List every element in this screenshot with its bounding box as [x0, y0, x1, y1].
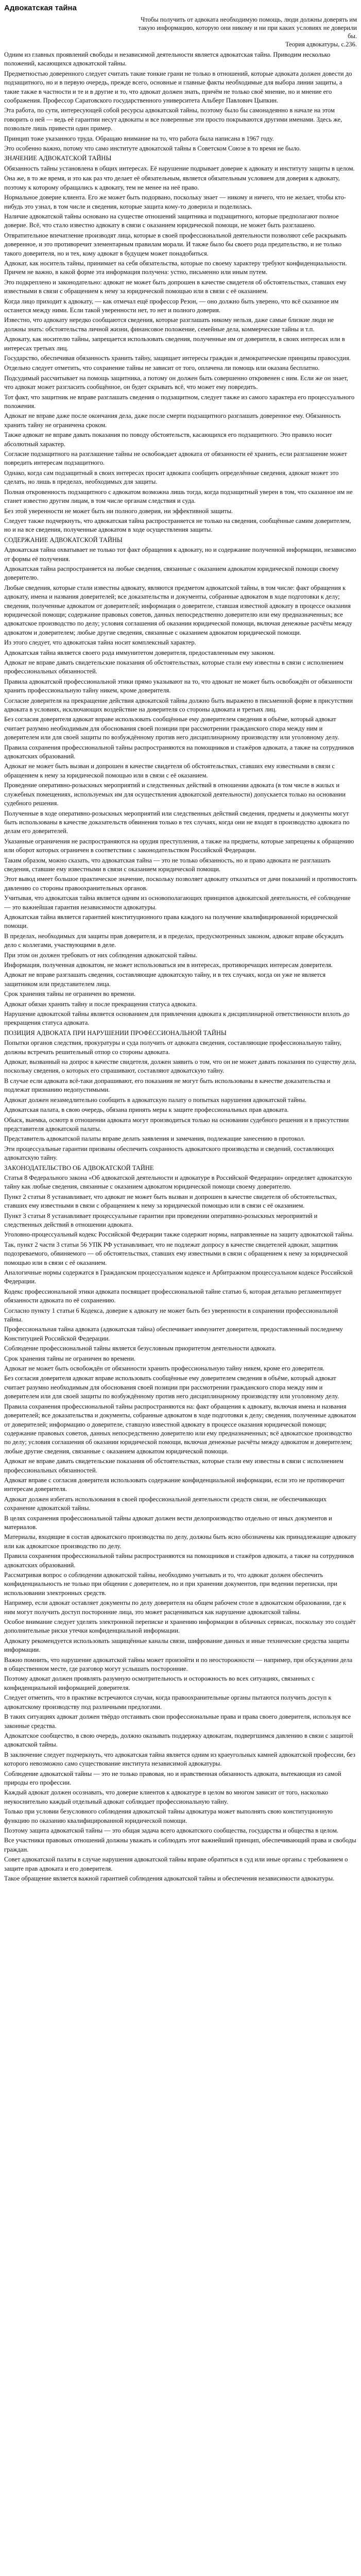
paragraph: Также адвокат не вправе давать показания по поводу обстоятельств, касающихся его подзащитного. Это правило носит абсолютный характер.: [4, 431, 332, 448]
paragraph: Любые сведения, которые стали известны адвокату, являются предметом адвокатской тайны, в том числе: факт обращения к адвокату, имена и названия доверителей; все доказательства и документы, собранные адвокатом в ходе подготовки к делу; сведения, полученные адвокатом от доверителей; информация о доверителе, ставшая известной адвокату в процессе оказания юридической помощи; содержание правовых советов, данных непосредственно доверителю или ему предназначенных; все адвокатское производство по делу; условия соглашения об оказании юридической помощи, включая денежные расчёты между адвокатом и доверителем; любые другие сведения, связанные с оказанием адвокатом юридической помощи.: [4, 584, 352, 636]
paragraph: Адвокат, как носитель тайны, принимает на себя обязательства, которые по своему характеру требуют конфиденциальности. Причем не важно, в какой форме эта информация получена: устно, письменно или иным путем.: [4, 259, 347, 276]
paragraph: Учитывая, что адвокатская тайна является одним из основополагающих принципов адвокатской деятельности, её соблюдение — это важнейшая гарантия независимости адвокатуры.: [4, 894, 351, 911]
paragraph: Этот вывод имеет большое практическое значение, поскольку позволяет адвокату отказаться от дачи показаний и противостоять давлению со стороны правоохранительных органов.: [4, 875, 357, 892]
paragraph: Обыск, выемка, осмотр в отношении адвоката могут производиться только на основании судебного решения и в присутствии представителя адвокатской палаты.: [4, 1116, 349, 1132]
paragraph: Адвокат должен незамедлительно сообщить в адвокатскую палату о попытках нарушения адвокатской тайны.: [4, 1096, 306, 1104]
paragraph: Адвокат не вправе даже после окончания дела, даже после смерти подзащитного разглашать доверенное ему. Обязанность хранить тайну не ограничена сроком.: [4, 412, 341, 429]
paragraph: Одним из главных проявлений свободы и независимой деятельности является адвокатская тайна. Приводим несколько положений, касающихся адвокатской тайны.: [4, 51, 331, 67]
paragraph: Из этого следует, что адвокатская тайна носит комплексный характер.: [4, 639, 196, 647]
paragraph: Адвокатская тайна распространяется на любые сведения, связанные с оказанием адвокатом юридической помощи своему доверителю.: [4, 565, 339, 582]
paragraph: Полная откровенность подзащитного с адвокатом возможна лишь тогда, когда подзащитный уверен в том, что сказанное им не станет известно другим лицам, в том числе органам следствия и суда.: [4, 488, 353, 505]
paragraph: Срок хранения тайны не ограничен во времени.: [4, 990, 136, 998]
paragraph: Все участники правовых отношений должны уважать и соблюдать этот важнейший принцип, обеспечивающий права и свободы граждан.: [4, 1837, 356, 1853]
paragraph: Информация, полученная адвокатом, не может использоваться им в интересах, противоречащих интересам доверителя.: [4, 961, 333, 969]
paragraph: Отдельно следует отметить, что сохранение тайны не зависит от того, оплачена ли помощь или оказана бесплатно.: [4, 364, 320, 372]
epigraph: Чтобы получить от адвоката необходимую помощь, люди должны доверять им такую информацию, которую они никому и ни при каких условиях не доверили бы.: [138, 16, 357, 40]
paragraph: Без согласия доверителя адвокат вправе использовать сообщённые ему доверителем сведения в объёме, который адвокат считает разумно необходимым для обоснования своей позиции при рассмотрении гражданского спора между ним и доверителем или для своей защиты по возбуждённому против него дисциплинарному производству или уголовному делу.: [4, 716, 339, 741]
paragraph: Адвокату рекомендуется использовать защищённые каналы связи, шифрование данных и иные технические средства защиты информации.: [4, 1637, 349, 1654]
paragraph: Эти процессуальные гарантии призваны обеспечить сохранность адвокатского производства и сведений, составляющих адвокатскую тайну.: [4, 1145, 334, 1162]
paragraph: Наличие адвокатской тайны основано на существе отношений защитника и подзащитного, которые предполагают полное доверие. Всё, что стало известно адвокату в связи с оказанием юридической помощи, не может быть разглашено.: [4, 212, 339, 229]
paragraph: Адвокату, как носителю тайны, запрещается использовать сведения, полученные им от доверителя, в своих интересах или в интересах третьих лиц.: [4, 335, 345, 352]
paragraph: Поэтому защита адвокатской тайны — это общая задача всего адвокатского сообщества, государства и общества в целом.: [4, 1826, 338, 1834]
paragraph: Адвокатская тайна охватывает не только тот факт обращения к адвокату, но и содержание полученной информации, независимо от формы её получения.: [4, 546, 356, 563]
paragraph: Адвокат вправе с согласия доверителя использовать содержание конфиденциальной информации, если это не противоречит интересам доверителя.: [4, 1476, 345, 1493]
paragraph: Адвокат не может быть вызван и допрошен в качестве свидетеля об обстоятельствах, ставших ему известными в связи с обращением к нему за юридической помощью или в связи с её оказанием.: [4, 762, 335, 779]
paragraph: Следует отметить, что в практике встречаются случаи, когда правоохранительные органы пытаются получить доступ к адвокатскому производству под различными предлогами.: [4, 1694, 332, 1710]
paragraph: Без согласия доверителя адвокат вправе использовать сообщённые ему доверителем сведения в объёме, который адвокат считает разумно необходимым для обоснования своей позиции при рассмотрении гражданского спора между ним и доверителем или для своей защиты по возбуждённому против него дисциплинарному производству или уголовному делу.: [4, 1375, 339, 1400]
document-body: [4, 50, 357, 1883]
paragraph: Адвокат не вправе давать свидетельские показания об обстоятельствах, которые стали ему известны в связи с исполнением профессиональных обязанностей.: [4, 659, 343, 675]
paragraph: Каждый адвокат должен осознавать, что доверие клиентов к адвокатуре в целом во многом зависит от того, насколько неукоснительно каждый отдельный адвокат соблюдает профессиональную тайну.: [4, 1789, 328, 1805]
paragraph: В пределах, необходимых для защиты прав доверителя, и в пределах, предусмотренных законом, адвокат вправе обсуждать дело с коллегами, участвующими в деле.: [4, 932, 344, 949]
paragraph: Совет адвокатской палаты в случае нарушения адвокатской тайны вправе обратиться в суд или иные органы с требованием о защите прав адвоката и его доверителя.: [4, 1856, 348, 1872]
paragraph: Когда лицо приходит к адвокату, — как отмечал ещё профессор Резон, — оно должно быть уверено, что всё сказанное им останется между ними. Если такой уверенности нет, то нет и полного доверия.: [4, 297, 339, 314]
section-heading: СОДЕРЖАНИЕ АДВОКАТСКОЙ ТАЙНЫ: [4, 536, 123, 544]
paragraph: Нормальное доверие клиента. Его же может быть подорвано, поскольку знает — никому и ничего, что не желает, чтобы кто-нибудь это узнал, в том числе и сведения, которые защита кому-то доверила и поделилась.: [4, 194, 346, 210]
paragraph: Материалы, входящие в состав адвокатского производства по делу, должны быть ясно обозначены как принадлежащие адвокату или как адвокатское производство по делу.: [4, 1533, 357, 1550]
paragraph: Эта работа, по сути, интересующей собой ресурсы адвокатской тайны, поэтому было бы самонадеянно в начале на этом говорить о ней — ведь её гарантии несут адвокаты и все поверенные эти просто покрываются другими именами. Здесь же, позвольте лишь привести один пример.: [4, 107, 342, 132]
paragraph: Адвокатское сообщество, в свою очередь, должно оказывать поддержку адвокатам, подвергшимся давлению в связи с защитой адвокатской тайны.: [4, 1732, 353, 1749]
paragraph: Такое обращение является важной гарантией соблюдения адвокатской тайны и обеспечения независимости адвокатуры.: [4, 1875, 335, 1882]
paragraph: Пункт 3 статьи 8 устанавливает процессуальные гарантии при проведении оперативно-розыскных мероприятий и следственных действий в отношении адвоката.: [4, 1212, 318, 1228]
paragraph: В таких ситуациях адвокат должен твёрдо отстаивать свои профессиональные права и права своего доверителя, используя все законные средства.: [4, 1713, 351, 1730]
epigraph-source: Теория адвокатуры, с.236.: [285, 41, 357, 48]
paragraph: Адвокатская палата, в свою очередь, обязана принять меры к защите профессиональных прав адвоката.: [4, 1106, 289, 1114]
paragraph: Подсудимый рассчитывает на помощь защитника, а потому он должен быть совершенно откровенен с ним. Если же он знает, что адвокат может разгласить сообщённое, он будет скрывать всё, что может ему повредить.: [4, 374, 348, 391]
paragraph: Это подкреплено и законодательно: адвокат не может быть допрошен в качестве свидетеля об обстоятельствах, ставших ему известными в связи с обращением к нему за юридической помощью или в связи с её оказанием.: [4, 278, 347, 295]
paragraph: Адвокат не вправе разглашать сведения, составляющие адвокатскую тайну, и в тех случаях, когда он уже не является защитником или представителем лица.: [4, 971, 326, 988]
paragraph: Аналогичные нормы содержатся в Гражданском процессуальном кодексе и Арбитражном процессуальном кодексе Российской Федерации.: [4, 1269, 353, 1285]
paragraph: Так, пункт 2 части 3 статьи 56 УПК РФ устанавливает, что не подлежат допросу в качестве свидетелей адвокат, защитник подозреваемого, обвиняемого — об обстоятельствах, ставших ему известными в связи с обращением к нему за юридической помощью или в связи с её оказанием.: [4, 1241, 348, 1266]
section-heading: ЗНАЧЕНИЕ АДВОКАТСКОЙ ТАЙНЫ: [4, 155, 112, 162]
paragraph: Без этой уверенности не может быть ни полного доверия, ни эффективной защиты.: [4, 507, 233, 515]
paragraph: Адвокат обязан хранить тайну и после прекращения статуса адвоката.: [4, 1000, 197, 1008]
paragraph: Статья 8 Федерального закона «Об адвокатской деятельности и адвокатуре в Российской Федерации» определяет адвокатскую тайну как любые сведения, связанные с оказанием адвокатом юридической помощи своему доверителю.: [4, 1174, 352, 1191]
paragraph: Тот факт, что защитник не вправе разглашать сведения о подзащитном, следует также из самого характера его процессуального положения.: [4, 393, 355, 410]
section-heading: ЗАКОНОДАТЕЛЬСТВО ОБ АДВОКАТСКОЙ ТАЙНЕ: [4, 1164, 154, 1172]
paragraph: Только при условии безусловного соблюдения адвокатской тайны адвокатура может выполнять свою конституционную функцию по оказанию квалифицированной юридической помощи.: [4, 1808, 333, 1824]
paragraph: Таким образом, можно сказать, что адвокатская тайна — это не только обязанность, но и право адвоката не разглашать сведения, ставшие ему известными в связи с оказанием юридической помощи.: [4, 856, 331, 873]
paragraph: Особое внимание следует уделять электронной переписке и хранению информации в облачных сервисах, поскольку это создаёт дополнительные риски утечки конфиденциальной информации.: [4, 1618, 356, 1635]
paragraph: Пункт 2 статьи 8 устанавливает, что адвокат не может быть вызван и допрошен в качестве свидетеля об обстоятельствах, ставших ему известными в связи с обращением к нему за юридической помощью или в связи с её оказанием.: [4, 1193, 337, 1210]
paragraph: В случае если адвоката всё-таки допрашивают, его показания не могут быть использованы в качестве доказательства и подлежат признанию недопустимыми.: [4, 1077, 331, 1094]
paragraph: Отвратительное впечатление производят лица, которые в своей профессиональной деятельности позволяют себе раскрывать доверенное, и это противоречит элементарным правилам морали. И также было бы своего рода предательство, и не только такого доверителя, но и тех, кому адвокат в будущем может понадобиться.: [4, 231, 347, 257]
paragraph: Соблюдение адвокатской тайны — это не только правовая, но и нравственная обязанность адвоката, вытекающая из самой природы его профессии.: [4, 1770, 341, 1786]
paragraph: При этом он должен требовать от них соблюдения адвокатской тайны.: [4, 951, 197, 959]
paragraph: В заключение следует подчеркнуть, что адвокатская тайна является одним из краеугольных камней адвокатской профессии, без которого невозможно само существование института независимой адвокатуры.: [4, 1751, 355, 1768]
paragraph: Адвокат должен избегать использования в своей профессиональной деятельности средств связи, не обеспечивающих сохранение адвокатской тайны.: [4, 1495, 327, 1512]
paragraph: Известно, что адвокату нередко сообщаются сведения, которые разглашать никому нельзя, даже самые близкие люди не должны знать: обстоятельства личной жизни, финансовое положение, семейные дела, коммерческие тайны и т.п.: [4, 316, 334, 333]
paragraph: Правила сохранения профессиональной тайны распространяются на: факт обращения к адвокату, включая имена и названия доверителей; все доказательства и документы, собранные адвокатом в ходе подготовки к делу; сведения, полученные адвокатом от доверителей; информацию о доверителе, ставшую известной адвокату в процессе оказания юридической помощи; содержание правовых советов, данных непосредственно доверителю или ему предназначенных; всё адвокатское производство по делу; условия соглашения об оказании юридической помощи, включая денежные расчёты между адвокатом и доверителем; любые другие сведения, связанные с оказанием адвокатом юридической помощи.: [4, 1402, 356, 1455]
paragraph: Правила сохранения профессиональной тайны распространяются на помощников и стажёров адвоката, а также на сотрудников адвокатских образований.: [4, 743, 354, 760]
paragraph: Следует также подчеркнуть, что адвокатская тайна распространяется не только на сведения, сообщённые самим доверителем, но и на все сведения, полученные адвокатом в ходе осуществления защиты.: [4, 517, 351, 534]
paragraph: Кодекс профессиональной этики адвоката посвящает профессиональной тайне статью 6, которая детально регламентирует обязанности адвоката по её сохранению.: [4, 1287, 341, 1304]
paragraph: Адвокатская тайна является своего рода иммунитетом доверителя, предоставленным ему законом.: [4, 649, 275, 656]
paragraph: Предметностью доверенного следует считать такие тонкие грани не только в отношений, которые адвоката должен довести до подзащитного, но и в первую очередь, прежде всего, основные и главные факты необходимые для выбора линии защиты, а такие также в частности и те и в другие и то, что адвокат должен знать, причём не только своё мнение, но и мнение его соображения. Профессор Саратовского государственного университета Альберт Павлович Цыпкин.: [4, 70, 352, 105]
paragraph: Правила адвокатской профессиональной этики прямо указывают на то, что адвокат не может быть освобождён от обязанности хранить профессиональную тайну никем, кроме доверителя.: [4, 677, 353, 694]
paragraph: Срок хранения тайны не ограничен во времени.: [4, 1354, 136, 1362]
paragraph: Государство, обеспечивая обязанность хранить тайну, защищает интересы граждан и демократические принципы правосудия.: [4, 354, 351, 362]
paragraph: Представитель адвокатской палаты вправе делать заявления и замечания, подлежащие занесению в протокол.: [4, 1135, 305, 1143]
paragraph: Соблюдение профессиональной тайны является безусловным приоритетом деятельности адвоката.: [4, 1345, 276, 1352]
paragraph: Правила сохранения профессиональной тайны распространяются на помощников и стажёров адвоката, а также на сотрудников адвокатских образований.: [4, 1552, 354, 1569]
paragraph: Нарушение адвокатской тайны является основанием для привлечения адвоката к дисциплинарной ответственности вплоть до прекращения статуса адвоката.: [4, 1010, 350, 1027]
document-title: Адвокатская тайна: [4, 4, 77, 12]
paragraph: Уголовно-процессуальный кодекс Российской Федерации также содержит нормы, направленные на защиту адвокатской тайны.: [4, 1231, 354, 1239]
paragraph: Адвокат не вправе давать свидетельские показания об обстоятельствах, которые стали ему известны в связи с исполнением профессиональных обязанностей.: [4, 1458, 343, 1474]
paragraph: Рассматривая вопрос о соблюдении адвокатской тайны, необходимо учитывать и то, что адвокат должен обеспечить конфиденциальность не только при общении с доверителем, но и при хранении документов, при ведении переписки, при использовании электронных средств.: [4, 1571, 337, 1597]
section-heading: ПОЗИЦИЯ АДВОКАТА ПРИ НАРУШЕНИИ ПРОФЕССИОНАЛЬНОЙ ТАЙНЫ: [4, 1029, 227, 1037]
paragraph: Поэтому адвокат должен проявлять разумную осмотрительность и осторожность во всех ситуациях, связанных с конфиденциальной информацией доверителя.: [4, 1675, 315, 1691]
paragraph: Обязанность тайны установлена в общих интересах. Её нарушение подрывает доверие к адвокату и институту защиты в целом.: [4, 164, 355, 172]
paragraph: Адвокат, вызванный на допрос в качестве свидетеля, должен заявить о том, что он не может давать показания по существу дела, поскольку сведения, о которых его спрашивают, составляют адвокатскую тайну.: [4, 1058, 356, 1075]
paragraph: Однако, когда сам подзащитный в своих интересах просит адвоката сообщить определённые сведения, адвокат может это сделать, но лишь в пределах, необходимых для защиты.: [4, 469, 339, 486]
paragraph: Адвокатская тайна является гарантией конституционного права каждого на получение квалифицированной юридической помощи.: [4, 913, 338, 930]
paragraph: В целях сохранения профессиональной тайны адвокат должен вести делопроизводство отдельно от иных документов и материалов.: [4, 1514, 332, 1531]
paragraph: Профессиональная тайна адвоката (адвокатская тайна) обеспечивает иммунитет доверителя, предоставленный последнему Конституцией Российской Федерации.: [4, 1326, 343, 1342]
paragraph: Например, если адвокат оставляет документы по делу доверителя на общем рабочем столе в адвокатском образовании, где к ним могут получить доступ посторонние лица, это может расцениваться как нарушение адвокатской тайны.: [4, 1599, 347, 1616]
paragraph: Важно помнить, что нарушение адвокатской тайны может произойти и по неосторожности — например, при обсуждении дела в общественном месте, где разговор могут услышать посторонние.: [4, 1656, 353, 1673]
paragraph: Указанные ограничения не распространяются на орудия преступления, а также на предметы, которые запрещены к обращению или оборот которых ограничен в соответствии с законодательством Российской Федерации.: [4, 837, 354, 854]
paragraph: Проведение оперативно-розыскных мероприятий и следственных действий в отношении адвоката (в том числе в жилых и служебных помещениях, используемых им для осуществления адвокатской деятельности) допускается только на основании судебного решения.: [4, 782, 346, 807]
paragraph: Полученные в ходе оперативно-розыскных мероприятий или следственных действий сведения, предметы и документы могут быть использованы в качестве доказательств обвинения только в тех случаях, когда они не входят в производство адвоката по делам его доверителей.: [4, 809, 350, 835]
paragraph: Согласие доверителя на прекращение действия адвокатской тайны должно быть выражено в письменной форме в присутствии адвоката в условиях, исключающих воздействие на доверителя со стороны адвоката и третьих лиц.: [4, 697, 353, 714]
paragraph: Она же, в то же время, и это как раз что делает её обязательным, является обязательным условием для доверия к адвокату, поэтому к которому обращались к адвокату, тем не менее на неё право.: [4, 175, 340, 191]
paragraph: Принцип тоже указанного труда. Обращаю внимание на то, что работа была написана в 1967 году.: [4, 134, 274, 142]
paragraph: Адвокат не может быть освобождён от обязанности хранить профессиональную тайну никем, кроме его доверителя.: [4, 1365, 324, 1372]
paragraph: Согласие подзащитного на разглашение тайны не освобождает адвоката от обязанности её хранить, если разглашение может повредить интересам подзащитного.: [4, 450, 347, 467]
paragraph: Согласно пункту 1 статьи 6 Кодекса, доверие к адвокату не может быть без уверенности в сохранении профессиональной тайны.: [4, 1307, 338, 1324]
paragraph: Это особенно важно, потому что само институте адвокатской тайны в Советском Союзе в то время не было.: [4, 145, 301, 152]
paragraph: Попытки органов следствия, прокуратуры и суда получить от адвоката сведения, составляющие профессиональную тайну, должны встречать решительный отпор со стороны адвоката.: [4, 1039, 341, 1056]
